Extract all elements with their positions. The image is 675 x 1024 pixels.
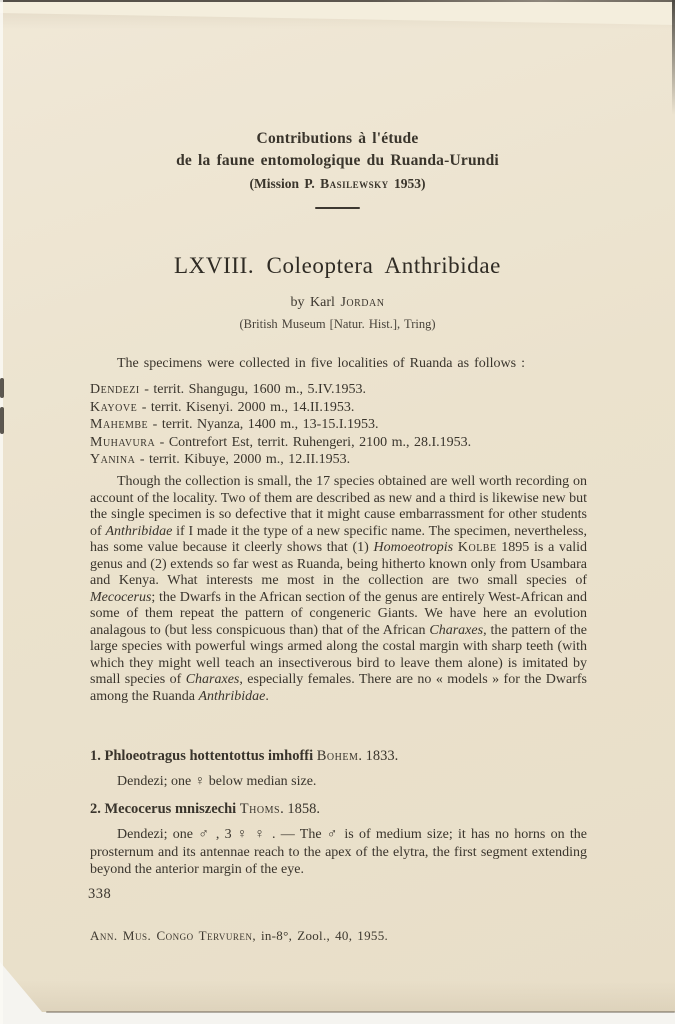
page-bottom-edge [46, 1011, 675, 1013]
locality-list [90, 381, 587, 469]
series-mission-line: (Mission P. Basilewsky 1953) [249, 176, 426, 191]
staple-mark [0, 407, 4, 434]
species-body-2: Dendezi; one ♂ , 3 ♀ ♀ . — The ♂ is of medium size; it has no horns on the prosternum and its antennae reach to the apex of the elytra, the first segment extending beyond the anterior margin of the eye. [90, 827, 587, 878]
journal-footer: Ann. Mus. Congo Tervuren, in-8°, Zool., 40, 1955. [90, 928, 389, 943]
species-heading-2: 2. Mecocerus mniszechi Thoms. 1858. [90, 801, 320, 817]
species-body-1: Dendezi; one ♀ below median size. [117, 774, 317, 789]
author-affiliation: (British Museum [Natur. Hist.], Tring) [239, 317, 436, 331]
species-heading-1: 1. Phloeotragus hottentottus imhoffi Bohem. 1833. [90, 748, 399, 764]
series-title-line1: Contributions à l'étude [256, 130, 419, 147]
main-paragraph: Though the collection is small, the 17 species obtained are well worth recording on account of the locality. Two of them are described as new and a third is likewise new but the single specimen is so defective that it might cause embarrassment for other students of Anthribidae if I made it the type of a new specific name. The specimen, nevertheless, has some value because it cleerly shows that (1) Homoeotropis Kolbe 1895 is a valid genus and (2) extends so far west as Ruanda, being hitherto known only from Usambara and Kenya. What interests me most in the collection are two small species of Mecocerus; the Dwarfs in the African section of the genus are entirely West-African and some of them repeat the pattern of congeneric Giants. We have here an evolution analagous to (but less conspicuous than) that of the African Charaxes, the pattern of the large species with powerful wings armed along the costal margin with sharp teeth (with which they might well teach an insectiverous bird to leave them alone) is imitated by small species of Charaxes, especially females. There are no « models » for the Dwarfs among the Ruanda Anthribidae. [90, 474, 588, 704]
photo-top-edge [0, 0, 675, 2]
author-byline: by Karl Jordan [290, 295, 385, 310]
series-title-line2: de la faune entomologique du Ruanda-Urundi [176, 152, 499, 169]
locality-item: Yanina - territ. Kibuye, 2000 m., 12.II.1953. [90, 452, 351, 468]
locality-item: Muhavura - Contrefort Est, territ. Ruhengeri, 2100 m., 28.I.1953. [90, 434, 472, 450]
staple-mark [0, 378, 4, 398]
header-divider-rule [315, 207, 360, 209]
locality-item: Dendezi - territ. Shangugu, 1600 m., 5.IV.1953. [90, 382, 366, 397]
article-title: LXVIII. Coleoptera Anthribidae [174, 253, 501, 278]
locality-item: Mahembe - territ. Nyanza, 1400 m., 13-15.I.1953. [90, 417, 379, 433]
page-number: 338 [88, 886, 112, 902]
intro-sentence: The specimens were collected in five localities of Ruanda as follows : [117, 356, 525, 371]
page-bottom-shadow [0, 980, 675, 1012]
locality-item: Kayove - territ. Kisenyi. 2000 m., 14.II.1953. [90, 399, 355, 415]
series-header [0, 128, 675, 195]
